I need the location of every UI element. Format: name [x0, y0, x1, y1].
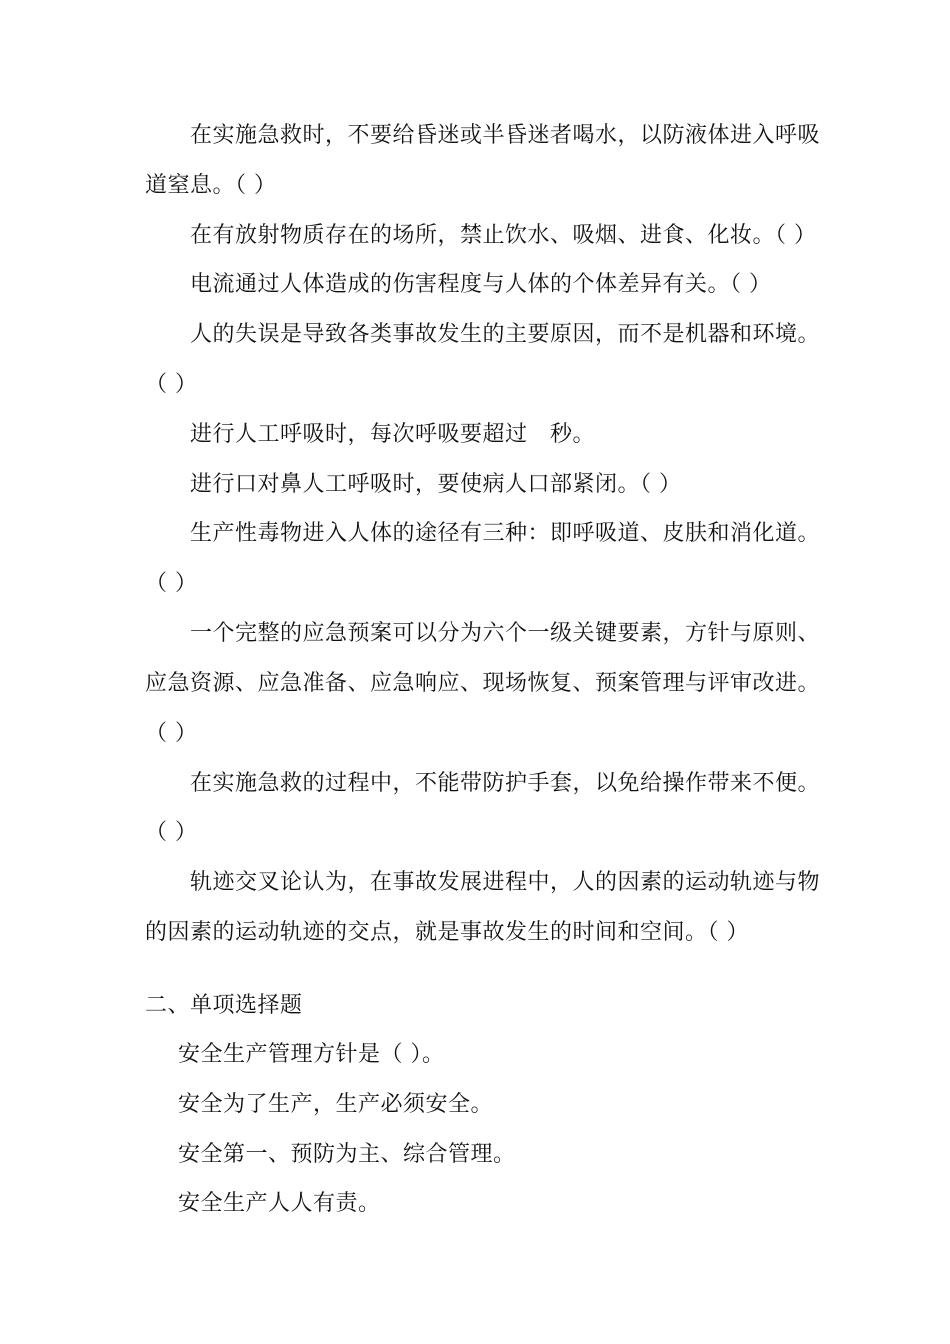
tf-item-2: 在有放射物质存在的场所，禁止饮水、吸烟、进食、化妆。（ ） — [190, 223, 817, 248]
tf-item-8-line-2: 应急资源、应急准备、应急响应、现场恢复、预案管理与评审改进。 — [145, 671, 821, 696]
option-2: 安全第一、预防为主、综合管理。 — [178, 1142, 516, 1167]
tf-item-6: 进行口对鼻人工呼吸时，要使病人口部紧闭。（ ） — [190, 472, 682, 497]
option-1: 安全为了生产，生产必须安全。 — [178, 1092, 494, 1117]
tf-item-1-line-1: 在实施急救时，不要给昏迷或半昏迷者喝水，以防液体进入呼吸 — [190, 123, 821, 148]
tf-item-7-line-1: 生产性毒物进入人体的途径有三种：即呼吸道、皮肤和消化道。 — [190, 521, 821, 546]
question-text: 安全生产管理方针是（ ）。 — [178, 1042, 445, 1067]
tf-item-10-line-2: 的因素的运动轨迹的交点，就是事故发生的时间和空间。（ ） — [145, 920, 749, 945]
tf-item-9-line-2: （ ） — [145, 820, 198, 845]
tf-item-1-line-2: 道窒息。（ ） — [145, 173, 277, 198]
tf-item-8-line-3: （ ） — [145, 721, 198, 746]
tf-item-4-line-1: 人的失误是导致各类事故发生的主要原因，而不是机器和环境。 — [190, 322, 821, 347]
tf-item-3: 电流通过人体造成的伤害程度与人体的个体差异有关。（ ） — [190, 272, 772, 297]
tf-item-8-line-1: 一个完整的应急预案可以分为六个一级关键要素，方针与原则、 — [190, 621, 821, 646]
option-3: 安全生产人人有责。 — [178, 1191, 381, 1216]
tf-item-10-line-1: 轨迹交叉论认为，在事故发展进程中，人的因素的运动轨迹与物 — [190, 870, 821, 895]
section-heading: 二、单项选择题 — [145, 993, 303, 1018]
tf-item-4-line-2: （ ） — [145, 372, 198, 397]
tf-item-9-line-1: 在实施急救的过程中，不能带防护手套，以免给操作带来不便。 — [190, 771, 821, 796]
tf-item-5: 进行人工呼吸时，每次呼吸要超过 秒。 — [190, 422, 596, 447]
tf-item-7-line-2: （ ） — [145, 571, 198, 596]
